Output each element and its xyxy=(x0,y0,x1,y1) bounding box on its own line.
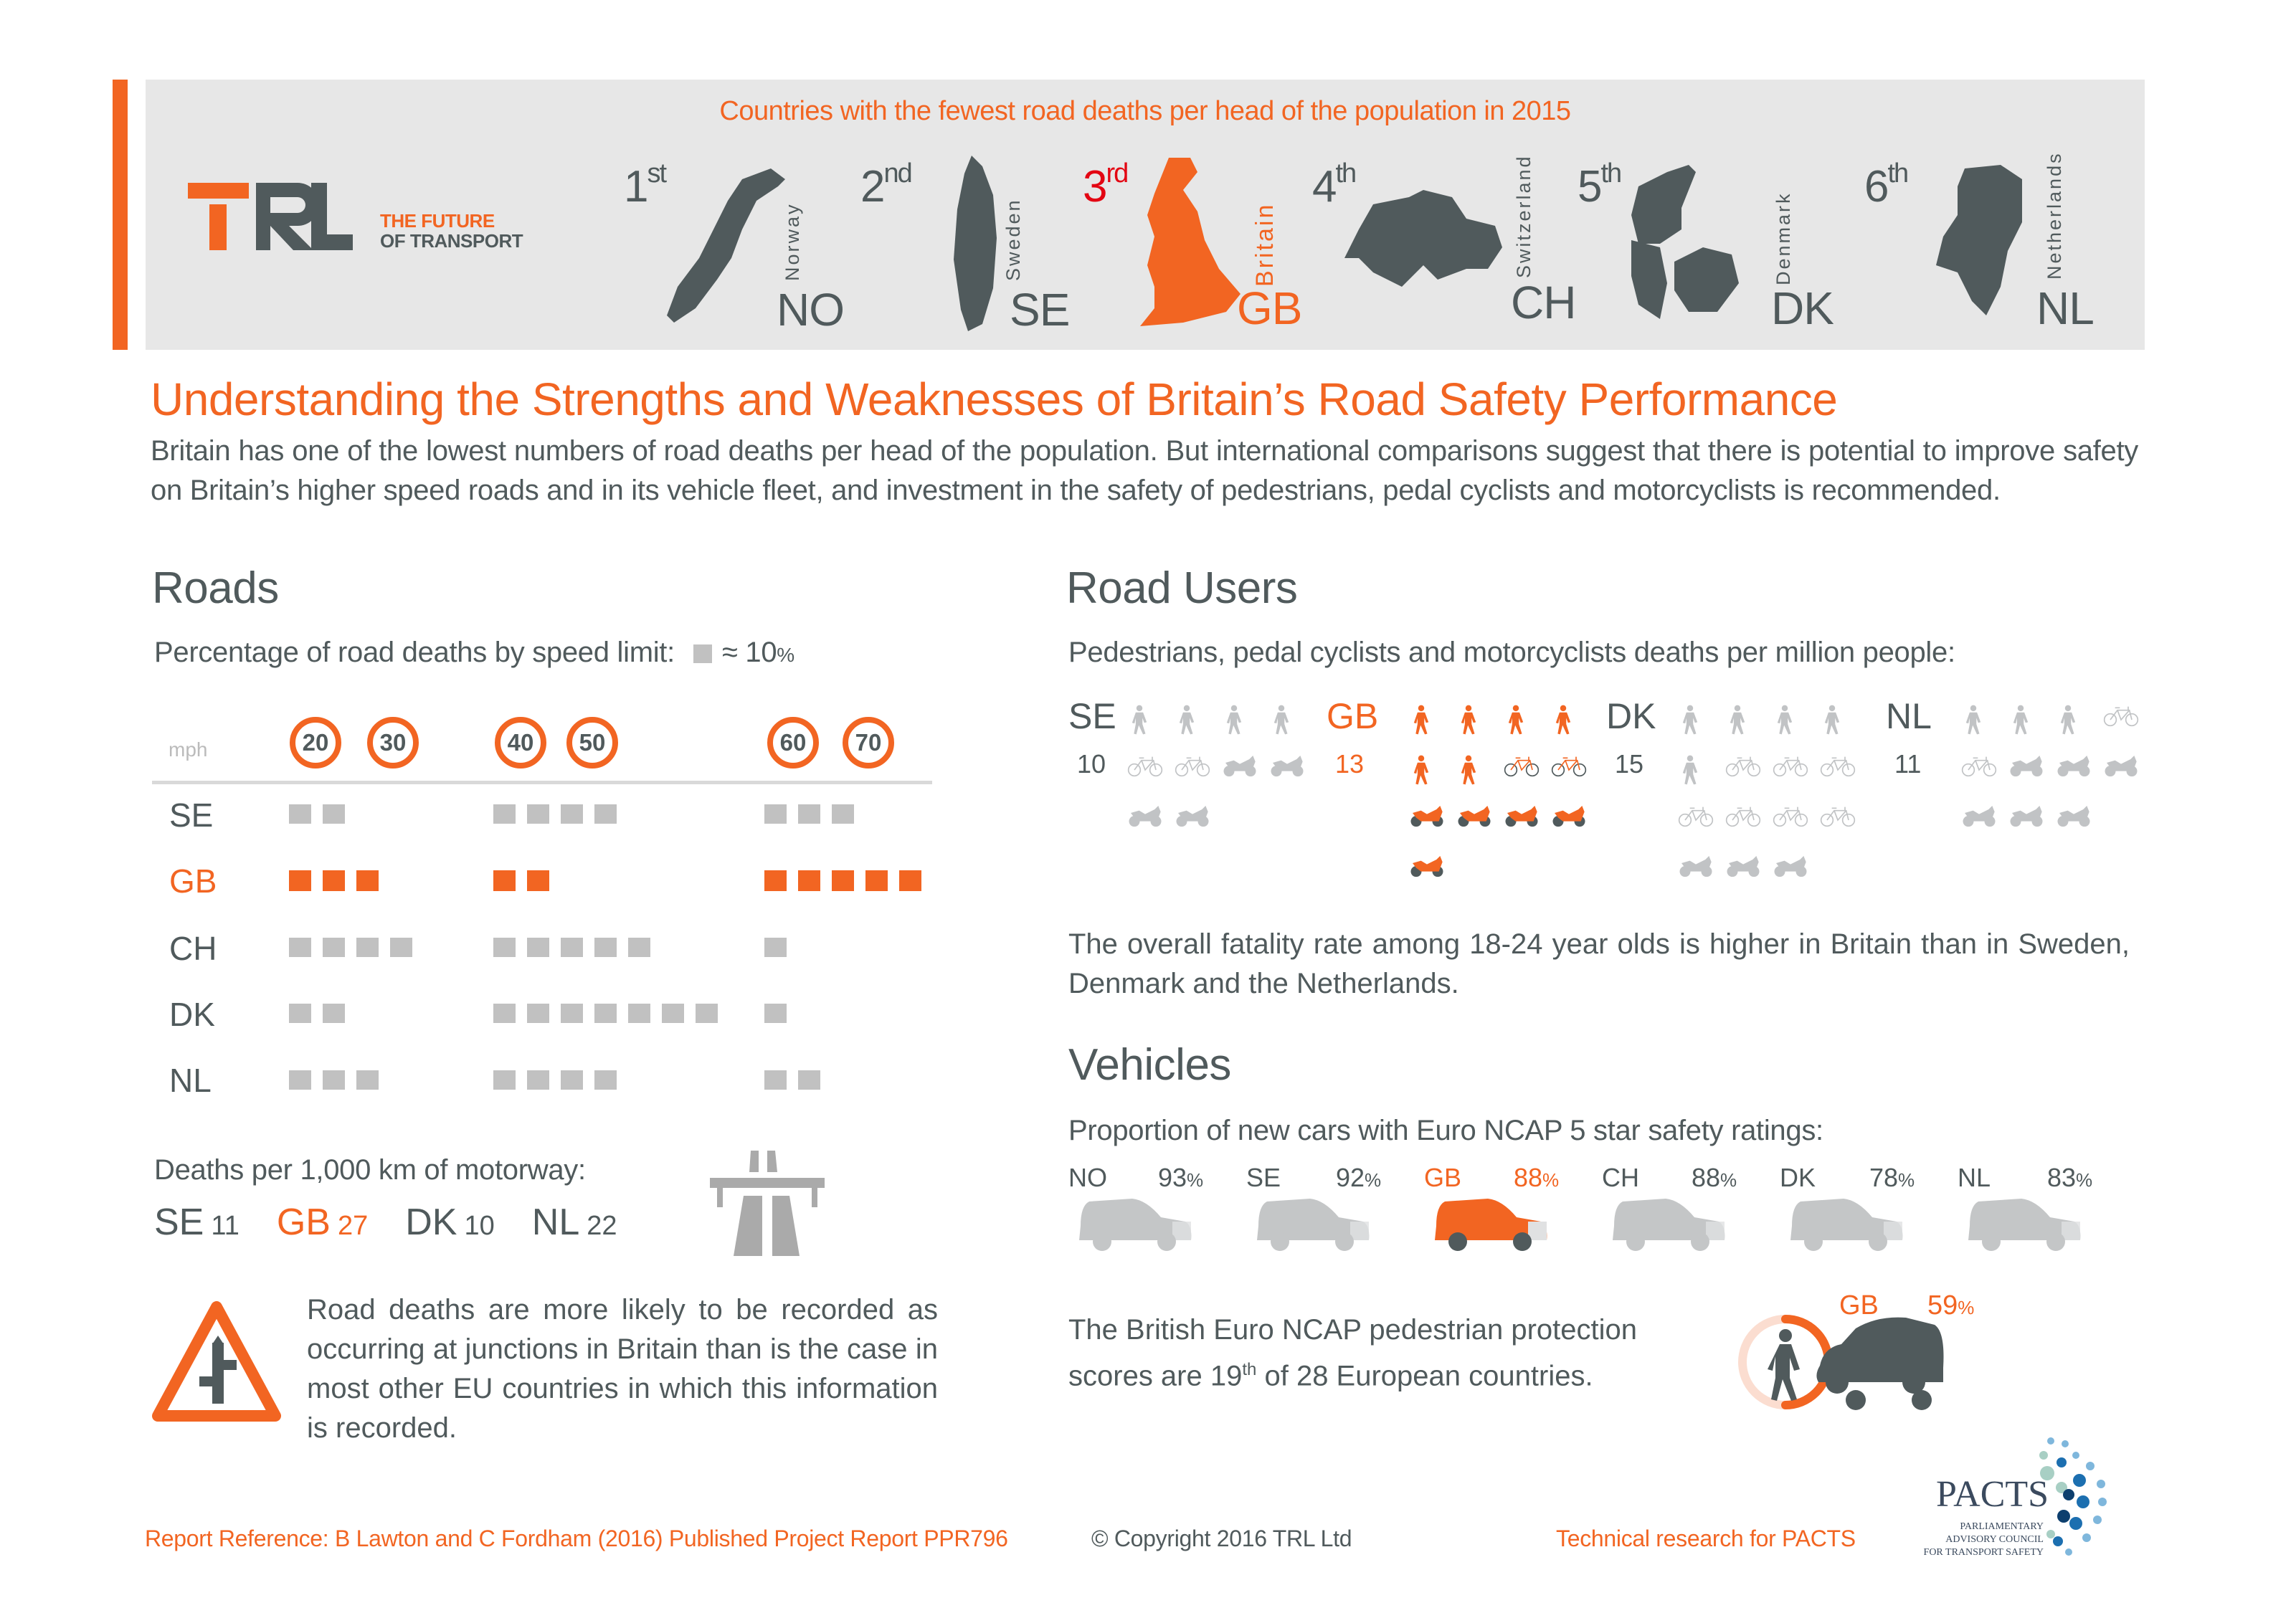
speed-block xyxy=(594,1070,617,1090)
car-icon xyxy=(1613,1197,1727,1258)
car-icon xyxy=(1079,1197,1194,1258)
copyright: © Copyright 2016 TRL Ltd xyxy=(1091,1526,1352,1551)
car-country-label: CH xyxy=(1602,1163,1639,1192)
pacts-name: PACTS xyxy=(1936,1474,2049,1515)
bicycle-icon xyxy=(1127,754,1156,783)
rank-number: 6th xyxy=(1864,158,1908,211)
speed-block xyxy=(493,804,516,824)
pacts-line-3: FOR TRANSPORT SAFETY xyxy=(1923,1547,2044,1558)
pedestrian-car-ring-icon xyxy=(1735,1308,2008,1416)
speed-block xyxy=(798,1070,820,1090)
motorcycle-icon xyxy=(1551,804,1580,833)
table-divider xyxy=(152,781,932,784)
motorcycle-icon xyxy=(1456,804,1485,833)
country-name: Switzerland xyxy=(1513,154,1534,278)
row-label-se: SE xyxy=(169,796,214,834)
car-ncap-percentage: 83% xyxy=(2047,1163,2093,1192)
rank-item-britain xyxy=(1083,158,1128,212)
car-icon xyxy=(1435,1197,1550,1258)
car-ncap-percentage: 93% xyxy=(1158,1163,1204,1192)
denmark-map-icon xyxy=(1624,161,1746,323)
speed-block xyxy=(561,1070,583,1090)
speed-block xyxy=(764,1070,787,1090)
car-ncap-percentage: 92% xyxy=(1336,1163,1382,1192)
pacts-line-2: ADVISORY COUNCIL xyxy=(1945,1534,2044,1545)
pedestrian-icon xyxy=(2008,704,2037,733)
motorway-icon xyxy=(710,1151,828,1258)
road-user-total: 11 xyxy=(1894,749,1922,779)
pacts-line-1: PARLIAMENTARY xyxy=(1960,1521,2044,1532)
speed-block xyxy=(289,870,311,891)
speed-block xyxy=(356,870,379,891)
country-code: CH xyxy=(1511,277,1576,328)
speed-block xyxy=(390,938,412,957)
speed-block xyxy=(493,1070,516,1090)
speed-block xyxy=(561,804,583,824)
pedestrian-icon xyxy=(1269,704,1298,733)
country-code: GB xyxy=(1237,282,1302,334)
unit-label: mph xyxy=(169,738,208,761)
speed-block xyxy=(628,1004,650,1023)
car-ncap-percentage: 88% xyxy=(1692,1163,1737,1192)
speed-block xyxy=(764,1004,787,1023)
speed-sign-20: 20 xyxy=(290,717,341,769)
bicycle-icon xyxy=(1961,754,1990,783)
speed-block xyxy=(832,804,854,824)
speed-block xyxy=(493,938,516,957)
speed-block xyxy=(323,938,345,957)
pedestrian-icon xyxy=(1175,704,1203,733)
country-name: Norway xyxy=(782,202,803,281)
switzerland-map-icon xyxy=(1344,190,1509,294)
car-ncap-percentage: 78% xyxy=(1869,1163,1915,1192)
motorcycle-icon xyxy=(1725,855,1754,883)
speed-sign-70: 70 xyxy=(843,717,894,769)
bicycle-icon xyxy=(1175,754,1203,783)
legend-block-icon xyxy=(693,644,712,663)
speed-block xyxy=(323,1004,345,1023)
car-country-label: SE xyxy=(1246,1163,1281,1192)
rank-item-sweden xyxy=(860,158,911,212)
junction-warning-sign-icon xyxy=(152,1301,281,1430)
speed-block xyxy=(594,938,617,957)
speed-sign-60: 60 xyxy=(767,717,819,769)
speed-block xyxy=(323,870,345,891)
logo-tagline-1: THE FUTURE xyxy=(380,210,495,232)
speed-sign-40: 40 xyxy=(495,717,546,769)
pedestrian-icon xyxy=(1222,704,1251,733)
road-users-heading: Road Users xyxy=(1066,563,1298,613)
motorcycle-icon xyxy=(2103,754,2132,783)
speed-block xyxy=(323,1070,345,1090)
bicycle-icon xyxy=(1725,804,1754,833)
rank-item-norway xyxy=(624,158,666,212)
road-user-total: 15 xyxy=(1615,749,1644,779)
bicycle-icon xyxy=(1504,754,1532,783)
speed-block xyxy=(628,938,650,957)
speed-block xyxy=(662,1004,684,1023)
pedestrian-icon xyxy=(1961,704,1990,733)
road-users-subtitle: Pedestrians, pedal cyclists and motorcyclists deaths per million people: xyxy=(1068,637,1955,668)
road-user-country-label: NL xyxy=(1886,696,1932,736)
road-user-country-label: SE xyxy=(1068,696,1116,736)
road-user-total: 10 xyxy=(1077,749,1106,779)
country-code: NO xyxy=(777,284,844,336)
rank-item-denmark xyxy=(1578,158,1621,212)
speed-block xyxy=(865,870,888,891)
motorcycle-icon xyxy=(1175,804,1203,833)
motorcycle-icon xyxy=(2008,754,2037,783)
report-reference: Report Reference: B Lawton and C Fordham (2016) Published Project Report PPR796 xyxy=(145,1526,1008,1551)
speed-subtitle: Percentage of road deaths by speed limit: ≈ 10% xyxy=(154,637,794,668)
country-code: NL xyxy=(2036,282,2094,334)
speed-block xyxy=(764,938,787,957)
motorcycle-icon xyxy=(1409,855,1438,883)
speed-block xyxy=(356,938,379,957)
accent-bar xyxy=(113,80,128,350)
bicycle-icon xyxy=(2103,704,2132,733)
speed-sign-30: 30 xyxy=(367,717,419,769)
speed-block xyxy=(356,1070,379,1090)
country-name: Britain xyxy=(1251,202,1279,287)
research-credit: Technical research for PACTS xyxy=(1556,1526,1856,1551)
bicycle-icon xyxy=(1678,804,1707,833)
pedestrian-icon xyxy=(1127,704,1156,733)
motorcycle-icon xyxy=(1409,804,1438,833)
row-label-nl: NL xyxy=(169,1062,212,1099)
motorcycle-icon xyxy=(1773,855,1801,883)
pedestrian-icon xyxy=(1678,754,1707,783)
pacts-dots-icon xyxy=(2036,1434,2122,1563)
speed-block xyxy=(289,804,311,824)
pedestrian-icon xyxy=(1725,704,1754,733)
speed-block xyxy=(527,1004,549,1023)
bicycle-icon xyxy=(1820,754,1849,783)
road-user-country-label: GB xyxy=(1327,696,1379,736)
car-country-label: NL xyxy=(1958,1163,1991,1192)
roads-heading: Roads xyxy=(152,563,279,613)
speed-block xyxy=(798,870,820,891)
band-title: Countries with the fewest road deaths per head of the population in 2015 xyxy=(719,96,1571,126)
speed-block xyxy=(527,1070,549,1090)
speed-block xyxy=(594,804,617,824)
speed-block xyxy=(899,870,921,891)
speed-block xyxy=(323,804,345,824)
car-icon xyxy=(1257,1197,1372,1258)
pacts-logo xyxy=(1922,1434,2130,1563)
trl-mark-icon xyxy=(188,183,353,254)
car-icon xyxy=(1968,1197,2083,1258)
car-ncap-percentage: 88% xyxy=(1514,1163,1560,1192)
logo-tagline-2: OF TRANSPORT xyxy=(380,230,523,252)
speed-block xyxy=(493,1004,516,1023)
motorcycle-icon xyxy=(1127,804,1156,833)
speed-block xyxy=(289,1004,311,1023)
pedestrian-icon xyxy=(1504,704,1532,733)
speed-block xyxy=(764,804,787,824)
netherlands-map-icon xyxy=(1929,161,2022,323)
motorcycle-icon xyxy=(1269,754,1298,783)
road-user-total: 13 xyxy=(1335,749,1365,779)
pedestrian-icon xyxy=(1456,704,1485,733)
sweden-map-icon xyxy=(943,154,1007,333)
pedestrian-icon xyxy=(1409,754,1438,783)
car-country-label: DK xyxy=(1780,1163,1816,1192)
country-code: DK xyxy=(1771,282,1834,334)
motorway-label: Deaths per 1,000 km of motorway: xyxy=(154,1154,586,1186)
motorcycle-icon xyxy=(2056,754,2084,783)
speed-block xyxy=(527,938,549,957)
speed-block xyxy=(561,938,583,957)
legend-value: ≈ 10 xyxy=(721,637,777,668)
speed-block xyxy=(493,870,516,891)
motorcycle-icon xyxy=(1504,804,1532,833)
motorcycle-icon xyxy=(2056,804,2084,833)
junction-text: Road deaths are more likely to be recorded as occurring at junctions in Britain than is the case in most other EU countries in which this information is recorded. xyxy=(307,1294,938,1444)
motorcycle-icon xyxy=(1678,855,1707,883)
car-icon xyxy=(1790,1197,1905,1258)
motorcycle-icon xyxy=(2008,804,2037,833)
rank-number: 4th xyxy=(1312,158,1356,211)
pedestrian-icon xyxy=(1773,704,1801,733)
car-country-label: NO xyxy=(1068,1163,1107,1192)
speed-block xyxy=(289,938,311,957)
speed-block xyxy=(289,1070,311,1090)
bicycle-icon xyxy=(1551,754,1580,783)
fatality-text: The overall fatality rate among 18-24 year olds is higher in Britain than in Sweden, Denmark and the Netherlands. xyxy=(1068,928,2130,999)
pedestrian-icon xyxy=(1456,754,1485,783)
speed-block xyxy=(764,870,787,891)
speed-block xyxy=(561,1004,583,1023)
country-name: Sweden xyxy=(1002,198,1024,281)
row-label-gb: GB xyxy=(169,862,217,900)
speed-block xyxy=(594,1004,617,1023)
row-label-ch: CH xyxy=(169,930,217,967)
pedestrian-icon xyxy=(1820,704,1849,733)
country-name: Denmark xyxy=(1773,191,1794,285)
ped-code: GB xyxy=(1839,1290,1879,1321)
trl-logo xyxy=(188,183,546,254)
rank-number: 5th xyxy=(1578,158,1621,211)
rank-number: 1st xyxy=(624,158,666,211)
page-title: Understanding the Strengths and Weaknesses of Britain’s Road Safety Performance xyxy=(151,373,1838,425)
intro-paragraph: Britain has one of the lowest numbers of road deaths per head of the population. But international comparisons suggest that there is potential to improve safety on Britain’s higher speed roads and in its vehicle fleet, and investment in the safety of pedestrians, pedal cyclists and motorcyclists is recommended. xyxy=(151,435,2138,506)
pedestrian-icon xyxy=(2056,704,2084,733)
speed-block xyxy=(696,1004,718,1023)
pedestrian-protection-text: The British Euro NCAP pedestrian protection scores are 19th of 28 European countries. xyxy=(1068,1314,1637,1392)
pedestrian-icon xyxy=(1551,704,1580,733)
rank-number: 3rd xyxy=(1083,158,1128,211)
pedestrian-icon xyxy=(1409,704,1438,733)
ped-value: 59% xyxy=(1927,1290,1975,1321)
bicycle-icon xyxy=(1820,804,1849,833)
country-name: Netherlands xyxy=(2044,151,2065,280)
speed-block xyxy=(527,870,549,891)
motorcycle-icon xyxy=(1961,804,1990,833)
row-label-dk: DK xyxy=(169,996,215,1033)
bicycle-icon xyxy=(1773,754,1801,783)
speed-block xyxy=(832,870,854,891)
norway-map-icon xyxy=(663,165,792,330)
country-code: SE xyxy=(1010,284,1070,336)
speed-sign-50: 50 xyxy=(566,717,618,769)
bicycle-icon xyxy=(1725,754,1754,783)
car-country-label: GB xyxy=(1424,1163,1462,1192)
pedestrian-icon xyxy=(1678,704,1707,733)
speed-block xyxy=(527,804,549,824)
road-user-country-label: DK xyxy=(1606,696,1656,736)
speed-block xyxy=(798,804,820,824)
britain-map-icon xyxy=(1133,154,1240,330)
rank-number: 2nd xyxy=(860,158,911,211)
motorway-values: SE 11 GB 27 DK 10 NL 22 xyxy=(154,1202,617,1243)
rank-item-netherlands xyxy=(1864,158,1908,212)
vehicles-heading: Vehicles xyxy=(1068,1040,1231,1090)
vehicles-subtitle: Proportion of new cars with Euro NCAP 5 star safety ratings: xyxy=(1068,1115,1823,1146)
motorcycle-icon xyxy=(1222,754,1251,783)
bicycle-icon xyxy=(1773,804,1801,833)
